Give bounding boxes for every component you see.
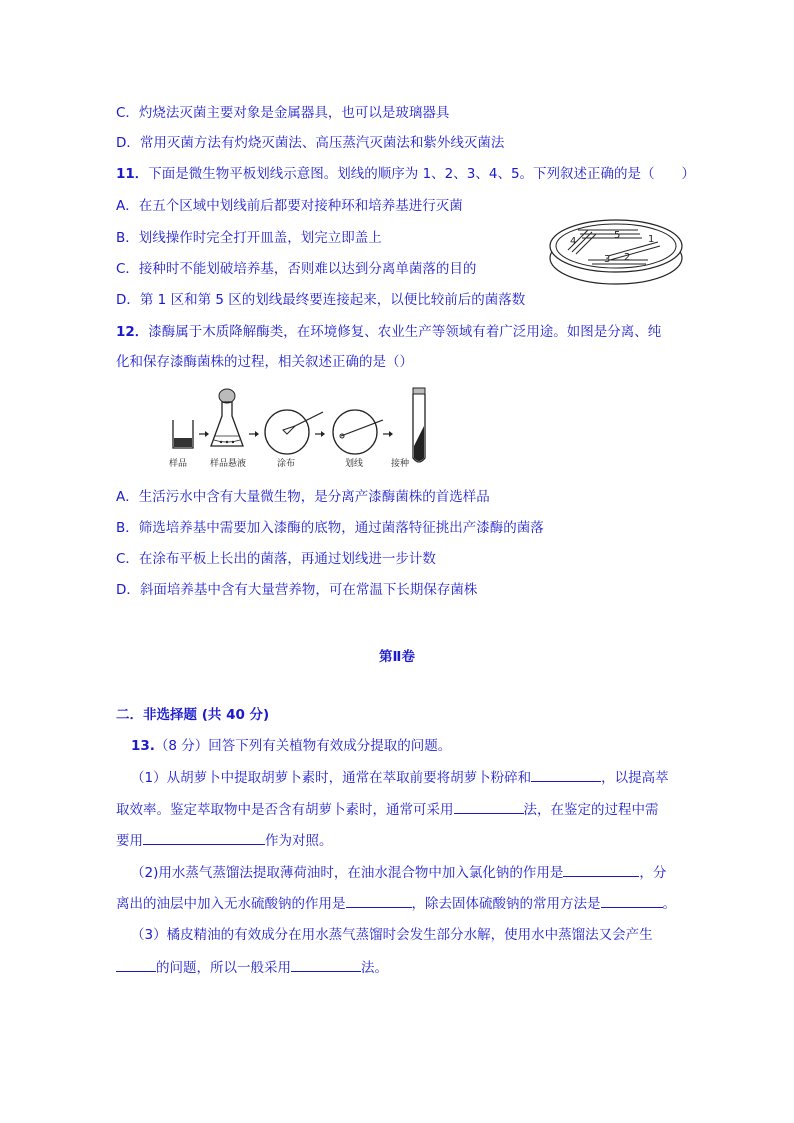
answer-blank-5[interactable] xyxy=(346,893,412,908)
fig-label-sample: 样品 xyxy=(169,459,188,469)
q13-p2-text-c: 离出的油层中加入无水硫酸钠的作用是 xyxy=(116,896,346,912)
q12-stem-text1: 漆酶属于木质降解酶类，在环境修复、农业生产等领域有着广泛用途。如图是分离、纯 xyxy=(148,324,662,340)
q13-p3-text-b: 的问题，所以一般采用 xyxy=(156,960,291,976)
q13-p1-text-d: 法，在鉴定的过程中需 xyxy=(523,802,659,818)
section-title: 第Ⅱ卷 xyxy=(379,649,415,665)
q13-p1-text-c: 取效率。鉴定萃取物中是否含有胡萝卜素时，通常可采用 xyxy=(116,802,454,818)
q12-number: 12． xyxy=(116,324,149,340)
strain-isolation-figure xyxy=(165,386,435,470)
q13-number: 13. xyxy=(131,738,155,754)
q11-option-c: C．接种时不能划破培养基，否则难以达到分离单菌落的目的 xyxy=(116,261,477,277)
q13-part3-line1: （3）橘皮精油的有效成分在用水蒸气蒸馏时会发生部分水解，使用水中蒸馏法又会产生 xyxy=(131,927,653,943)
flask-icon xyxy=(211,389,243,446)
q13-p2-text-d: ，除去固体硫酸钠的常用方法是 xyxy=(411,896,601,912)
answer-blank-2[interactable] xyxy=(454,799,524,814)
q13-part1-line1 xyxy=(131,767,669,788)
q13-p2-text-b: ，分 xyxy=(639,865,667,881)
q12-stem-line2: 化和保存漆酶菌株的过程，相关叙述正确的是（） xyxy=(116,354,413,370)
answer-blank-3[interactable] xyxy=(143,830,265,845)
streak-plate-icon xyxy=(333,410,383,454)
dish-label-3: 3 xyxy=(604,254,611,265)
fig-label-suspension: 样品悬液 xyxy=(210,459,247,469)
answer-blank-7[interactable] xyxy=(116,957,156,972)
fig-label-spread: 涂布 xyxy=(277,459,296,469)
q13-p3-text-c: 法。 xyxy=(361,960,388,976)
q13-part2-line2 xyxy=(116,893,676,914)
q13-part2-line1 xyxy=(131,862,666,883)
q13-p1-text-e: 要用 xyxy=(116,833,143,849)
q11-number: 11． xyxy=(116,166,149,182)
q13-p1-text-a: （1）从胡萝卜中提取胡萝卜素时，通常在萃取前要将胡萝卜粉碎和 xyxy=(131,770,532,786)
dish-label-2: 2 xyxy=(624,252,631,263)
q12-option-c: C．在涂布平板上长出的菌落，再通过划线进一步计数 xyxy=(116,551,436,567)
q12-option-b: B．筛选培养基中需要加入漆酶的底物，通过菌落特征挑出产漆酶的菌落 xyxy=(116,520,544,536)
beaker-icon xyxy=(173,420,193,448)
q13-part1-line3 xyxy=(116,830,333,851)
q13-intro xyxy=(131,736,451,756)
spread-plate-icon xyxy=(265,410,323,454)
q13-part3-line2 xyxy=(116,957,388,978)
q11-option-d: D．第 1 区和第 5 区的划线最终要连接起来，以便比较前后的菌落数 xyxy=(116,292,526,308)
q12-option-a: A．生活污水中含有大量微生物，是分离产漆酶菌株的首选样品 xyxy=(116,489,490,505)
q10-option-c: C．灼烧法灭菌主要对象是金属器具，也可以是玻璃器具 xyxy=(116,105,450,121)
answer-blank-4[interactable] xyxy=(563,862,639,877)
answer-blank-1[interactable] xyxy=(531,767,601,782)
q11-option-b: B．划线操作时完全打开皿盖，划完立即盖上 xyxy=(116,230,382,246)
q12-stem-line1 xyxy=(116,322,661,342)
q13-p2-text-e: 。 xyxy=(662,896,676,912)
dish-label-5: 5 xyxy=(614,230,621,241)
q13-p1-text-f: 作为对照。 xyxy=(265,833,333,849)
dish-label-4: 4 xyxy=(570,236,577,247)
q13-p2-text-a: （2)用水蒸气蒸馏法提取薄荷油时，在油水混合物中加入氯化钠的作用是 xyxy=(131,865,564,881)
answer-blank-8[interactable] xyxy=(291,957,361,972)
q13-part1-line2 xyxy=(116,799,659,820)
answer-blank-6[interactable] xyxy=(601,893,663,908)
q11-stem-text: 下面是微生物平板划线示意图。划线的顺序为 1、2、3、4、5。下列叙述正确的是（ ） xyxy=(148,166,696,182)
q11-stem xyxy=(116,164,695,184)
q13-intro-text: （8 分）回答下列有关植物有效成分提取的问题。 xyxy=(154,738,452,754)
q10-option-d: D．常用灭菌方法有灼烧灭菌法、高压蒸汽灭菌法和紫外线灭菌法 xyxy=(116,135,505,151)
streak-plate-diagram xyxy=(548,212,684,286)
dish-label-1: 1 xyxy=(648,234,655,245)
fig-label-streak: 划线 xyxy=(345,459,364,469)
q12-option-d: D．斜面培养基中含有大量营养物，可在常温下长期保存菌株 xyxy=(116,582,478,598)
fig-label-inoculate: 接种 xyxy=(391,459,410,469)
q11-option-a: A．在五个区域中划线前后都要对接种环和培养基进行灭菌 xyxy=(116,198,463,214)
part2-heading: 二．非选择题 (共 40 分) xyxy=(116,707,270,723)
slant-tube-icon xyxy=(413,388,425,462)
q13-p1-text-b: ，以提高萃 xyxy=(601,770,669,786)
